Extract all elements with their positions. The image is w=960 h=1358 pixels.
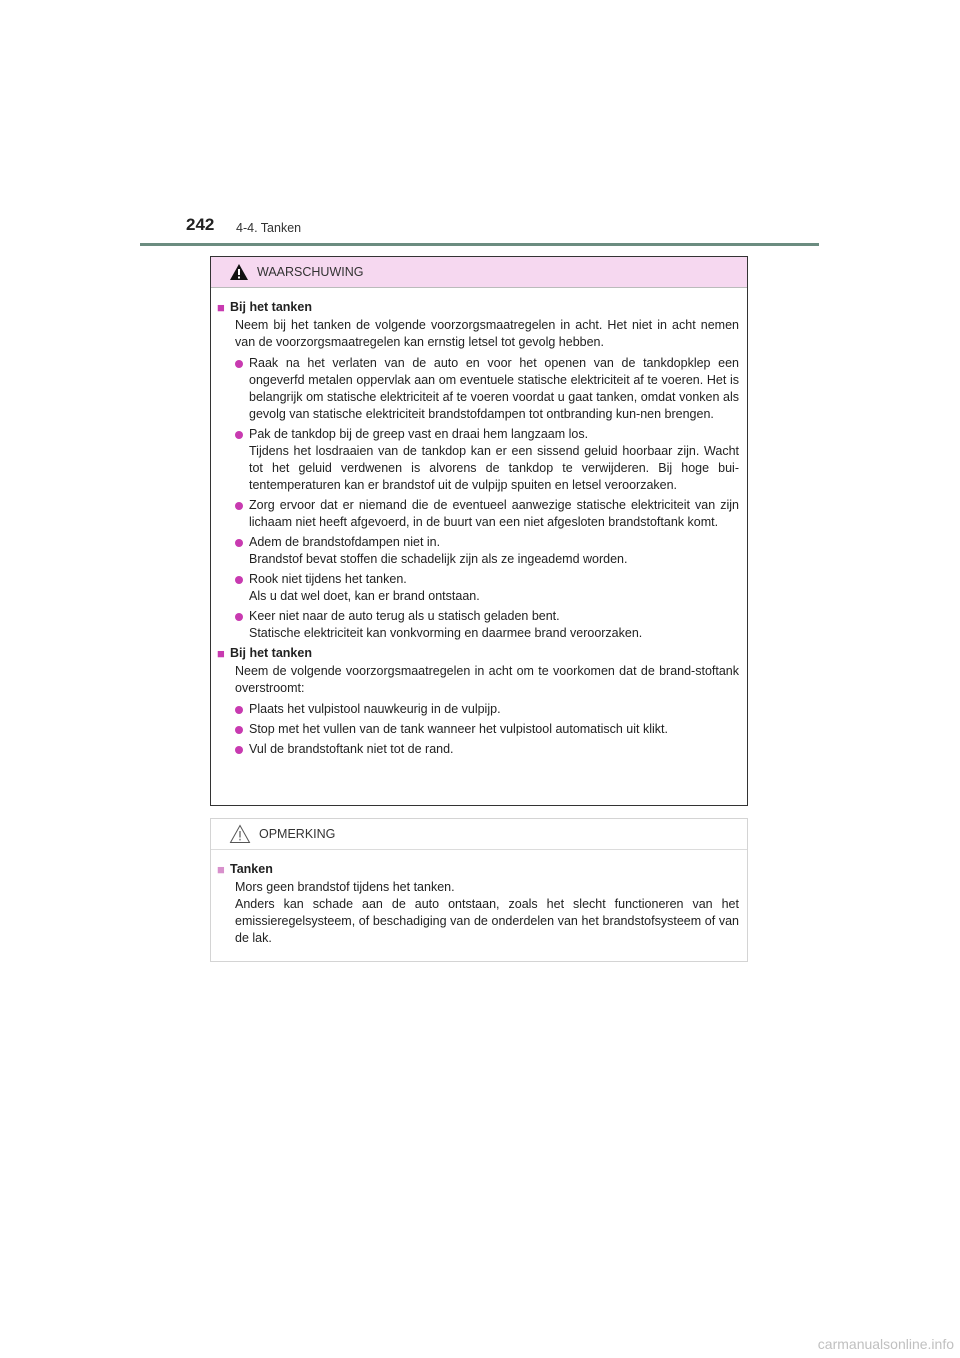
list-item-text	[249, 701, 739, 718]
square-bullet-icon: ■	[217, 862, 225, 877]
note-heading	[217, 861, 739, 878]
list-item-line: Keer niet naar de auto terug als u statisch geladen bent.	[249, 609, 560, 623]
list-item-line: Plaats het vulpistool nauwkeurig in de vulpijp.	[249, 702, 501, 716]
list-item-line: Als u dat wel doet, kan er brand ontstaan.	[249, 589, 480, 603]
list-item	[235, 571, 739, 605]
list-item-text	[249, 721, 739, 738]
round-bullet-icon	[235, 746, 243, 754]
watermark: carmanualsonline.info	[817, 1336, 954, 1352]
header-rule	[140, 243, 819, 246]
list-item-text	[249, 608, 739, 642]
square-bullet-icon: ■	[217, 646, 225, 661]
round-bullet-icon	[235, 431, 243, 439]
list-item-line: Statische elektriciteit kan vonkvorming en daarmee brand veroorzaken.	[249, 626, 643, 640]
round-bullet-icon	[235, 539, 243, 547]
list-item	[235, 741, 739, 758]
list-item	[235, 721, 739, 738]
note-box	[210, 818, 748, 962]
warning-section-heading-text: Bij het tanken	[230, 300, 312, 314]
list-item-text	[249, 741, 739, 758]
list-item-text	[249, 571, 739, 605]
list-item	[235, 426, 739, 494]
note-header	[211, 819, 747, 850]
warning-title: WAARSCHUWING	[257, 265, 364, 279]
list-item	[235, 608, 739, 642]
list-item-text	[249, 426, 739, 494]
list-item-line: Vul de brandstoftank niet tot de rand.	[249, 742, 454, 756]
section-title: 4-4. Tanken	[236, 221, 302, 235]
square-bullet-icon: ■	[217, 300, 225, 315]
warning-section-heading	[217, 299, 739, 316]
page-number: 242	[186, 215, 215, 234]
list-item-line: Adem de brandstofdampen niet in.	[249, 535, 441, 549]
list-item-text	[249, 534, 739, 568]
warning-section-heading	[217, 645, 739, 662]
note-title: OPMERKING	[259, 827, 336, 841]
list-item-text	[249, 497, 739, 531]
note-line: Anders kan schade aan de auto ontstaan, zoals het slecht functioneren van het emissieregelsysteem, of beschadiging van de onderdelen van het brandstofsysteem of van de lak.	[235, 897, 739, 945]
round-bullet-icon	[235, 613, 243, 621]
note-text	[235, 879, 739, 947]
round-bullet-icon	[235, 726, 243, 734]
note-line: Mors geen brandstof tijdens het tanken.	[235, 880, 455, 894]
list-item-line: Rook niet tijdens het tanken.	[249, 572, 407, 586]
warning-section-heading-text: Bij het tanken	[230, 646, 312, 660]
list-item-line: Zorg ervoor dat er niemand die de eventueel aanwezige statische elektriciteit van zijn lichaam niet heeft afgevoerd, in de buurt van een niet afgesloten brandstoftank komt.	[249, 498, 739, 529]
warning-box	[210, 256, 748, 806]
list-item-line: Stop met het vullen van de tank wanneer het vulpistool automatisch uit klikt.	[249, 722, 668, 736]
warning-triangle-icon	[229, 263, 249, 281]
list-item	[235, 701, 739, 718]
list-item-text	[249, 355, 739, 423]
warning-header	[211, 257, 747, 288]
round-bullet-icon	[235, 576, 243, 584]
list-item-line: Pak de tankdop bij de greep vast en draai hem langzaam los.	[249, 427, 589, 441]
round-bullet-icon	[235, 502, 243, 510]
list-item-line: Tijdens het losdraaien van de tankdop kan er een sissend geluid hoorbaar zijn. Wacht tot het geluid verdwenen is alvorens de tankdop te verwijderen. Bij hoge bui-tentemperaturen kan er brandstof uit de vulpijp spuiten en letsel veroorzaken.	[249, 444, 739, 492]
warning-body	[211, 288, 747, 758]
list-item	[235, 534, 739, 568]
list-item	[235, 355, 739, 423]
note-heading-text: Tanken	[230, 862, 273, 876]
warning-section-intro: Neem de volgende voorzorgsmaatregelen in acht om te voorkomen dat de brand-stoftank overstroomt:	[235, 664, 739, 695]
list-item-line: Brandstof bevat stoffen die schadelijk zijn als ze ingeademd worden.	[249, 552, 628, 566]
round-bullet-icon	[235, 360, 243, 368]
warning-section-intro: Neem bij het tanken de volgende voorzorgsmaatregelen in acht. Het niet in acht nemen van de voorzorgsmaatregelen kan ernstig letsel tot gevolg hebben.	[235, 318, 739, 349]
list-item	[235, 497, 739, 531]
list-item-line: Raak na het verlaten van de auto en voor het openen van de tankdopklep een ongeverfd metalen oppervlak aan om eventuele statische elektriciteit af te voeren. Het is belangrijk om statische elektriciteit af te voeren voordat u gaat tanken, omdat vonken als gevolg van statische elektriciteit brandstofdampen tot ontbranding kun-nen brengen.	[249, 356, 739, 421]
round-bullet-icon	[235, 706, 243, 714]
caution-triangle-icon	[229, 824, 251, 844]
